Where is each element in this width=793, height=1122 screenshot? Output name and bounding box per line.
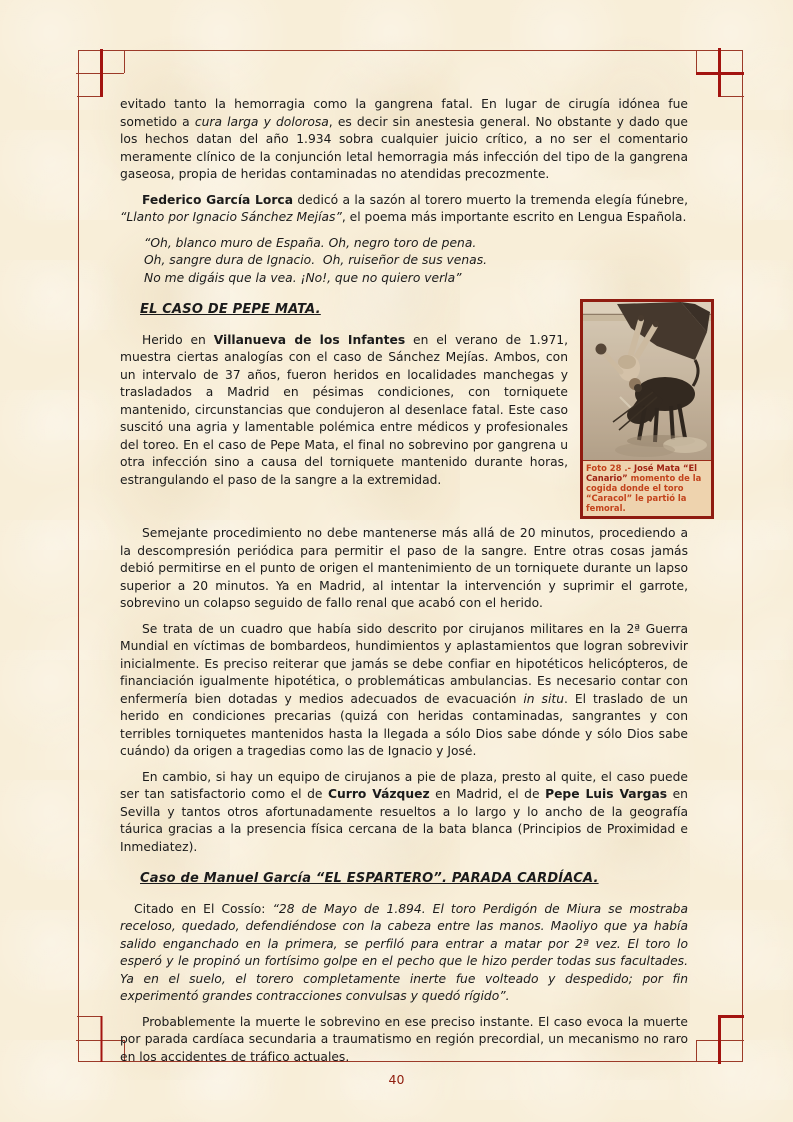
text-content: [120, 96, 702, 1074]
cossio-quote: Citado en El Cossío: “28 de Mayo de 1.894. El toro Perdigón de Miura se mostraba receloso, quedado, defendiéndose con la cabeza entre las manos. Maoliyo que ya había salido enganchado en la primera, se perfiló para entrar a matar por 2ª vez. El toro lo esperó y le propinó un fortísimo golpe en el pecho que le hizo perder todas sus facultades. Ya en el suelo, el torero completamente inerte fue volteado y despedido; por fin experimentó grandes contracciones convulsas y quedó rígido”.: [120, 901, 688, 1003]
body-paragraph-herido: Herido en Villanueva de los Infantes en el verano de 1.971, muestra ciertas analogías con el caso de Sánchez Mejías. Ambos, con un intervalo de 37 años, fueron heridos en localidades manchegas y trasladados a Madrid en pésimas condiciones, con torniquete mantenido, circunstancias que condujeron al desenlace fatal. Este caso suscitó una agria y lamentable polémica entre médicos y profesionales del toreo. En el caso de Pepe Mata, el final no sobrevino por gangrena u otra infección sino a causa del torniquete mantenido durante horas, estrangulando el paso de la sangre a la extremidad.: [120, 332, 569, 487]
page-number: 40: [388, 1072, 405, 1087]
poem-line: No me digáis que la vea. ¡No!, que no quiero verla”: [144, 270, 462, 285]
photo-caption-name: José Mata “El Canario”: [586, 463, 698, 483]
body-paragraph-en-cambio: En cambio, si hay un equipo de cirujanos a pie de plaza, presto al quite, el caso puede ser tan satisfactorio como el de Curro Vázquez en Madrid, el de Pepe Luis Vargas en Sevilla y tantos otros afortunadamente resueltos a lo largo y lo ancho de la geografía táurica gracias a la presencia física cercana de la bata blanca (Principios de Proximidad e Inmediatez).: [120, 769, 688, 854]
section-heading-espartero: Caso de Manuel García “EL ESPARTERO”. PARADA CARDÍACA.: [140, 871, 599, 886]
lorca-elegy-quote: [144, 235, 688, 288]
photo-caption: [583, 460, 711, 516]
photo-caption-rest: momento de la cogida donde el toro “Caracol” le partió la femoral.: [586, 473, 702, 513]
photo-caption-prefix: Foto 28 .-: [586, 463, 634, 473]
bullfight-photo-image: [583, 302, 711, 460]
poem-line: “Oh, blanco muro de España. Oh, negro toro de pena.: [144, 235, 477, 250]
body-paragraph-torniquete: Semejante procedimiento no debe mantenerse más allá de 20 minutos, procediendo a la descompresión periódica para permitir el paso de la sangre. Entre otras cosas jamás debió permitirse en el punto de origen el mantenimiento de un torniquete durante un lapso superior a 20 minutos. Ya en Madrid, al intentar la intervención y suprimir el garrote, sobrevino un colapso seguido de fallo renal que acabó con el herido.: [120, 526, 688, 610]
body-paragraph-cuadro: Se trata de un cuadro que había sido descrito por cirujanos militares en la 2ª Guerra Mundial en víctimas de bombardeos, hundimientos y aplastamientos que logran sobrevivir inicialmente. Es preciso reiterar que jamás se debe confiar en hipotéticos helicópteros, de financiación igualmente hipotética, o problemáticas ambulancias. Es necesario contar con enfermería bien dotadas y medios adecuados de evacuación in situ. El traslado de un herido en condiciones precarias (quizá con heridas contaminadas, sangrantes y con terribles torniquetes mantenidos hasta la llegada a sólo Dios sabe dónde y sólo Dios sabe cuándo) da origen a tragedias como las de Ignacio y José.: [120, 621, 688, 758]
body-paragraph-lorca: Federico García Lorca dedicó a la sazón al torero muerto la tremenda elegía fúnebre, “Llanto por Ignacio Sánchez Mejías”, el poema más importante escrito en Lengua Española.: [120, 192, 688, 224]
body-paragraph-gangrena: evitado tanto la hemorragia como la gangrena fatal. En lugar de cirugía idónea fue sometido a cura larga y dolorosa, es decir sin anestesia general. No obstante y dado que los hechos datan del año 1.934 sobra cualquier juicio crítico, a no ser el comentario meramente clínico de la conjunción letal hemorragia más infección del tipo de la gangrena gaseosa, propia de heridas contaminadas no atendidas precozmente.: [120, 97, 688, 181]
section-heading-pepe-mata: EL CASO DE PEPE MATA.: [140, 302, 321, 317]
bullfight-photo: [580, 299, 714, 519]
body-paragraph-probablemente: Probablemente la muerte le sobrevino en ese preciso instante. El caso evoca la muerte por parada cardíaca secundaria a traumatismo en región precordial, un mecanismo no raro en los accidentes de tráfico actuales.: [120, 1014, 688, 1064]
poem-line: Oh, sangre dura de Ignacio. Oh, ruiseñor de sus venas.: [144, 253, 488, 267]
